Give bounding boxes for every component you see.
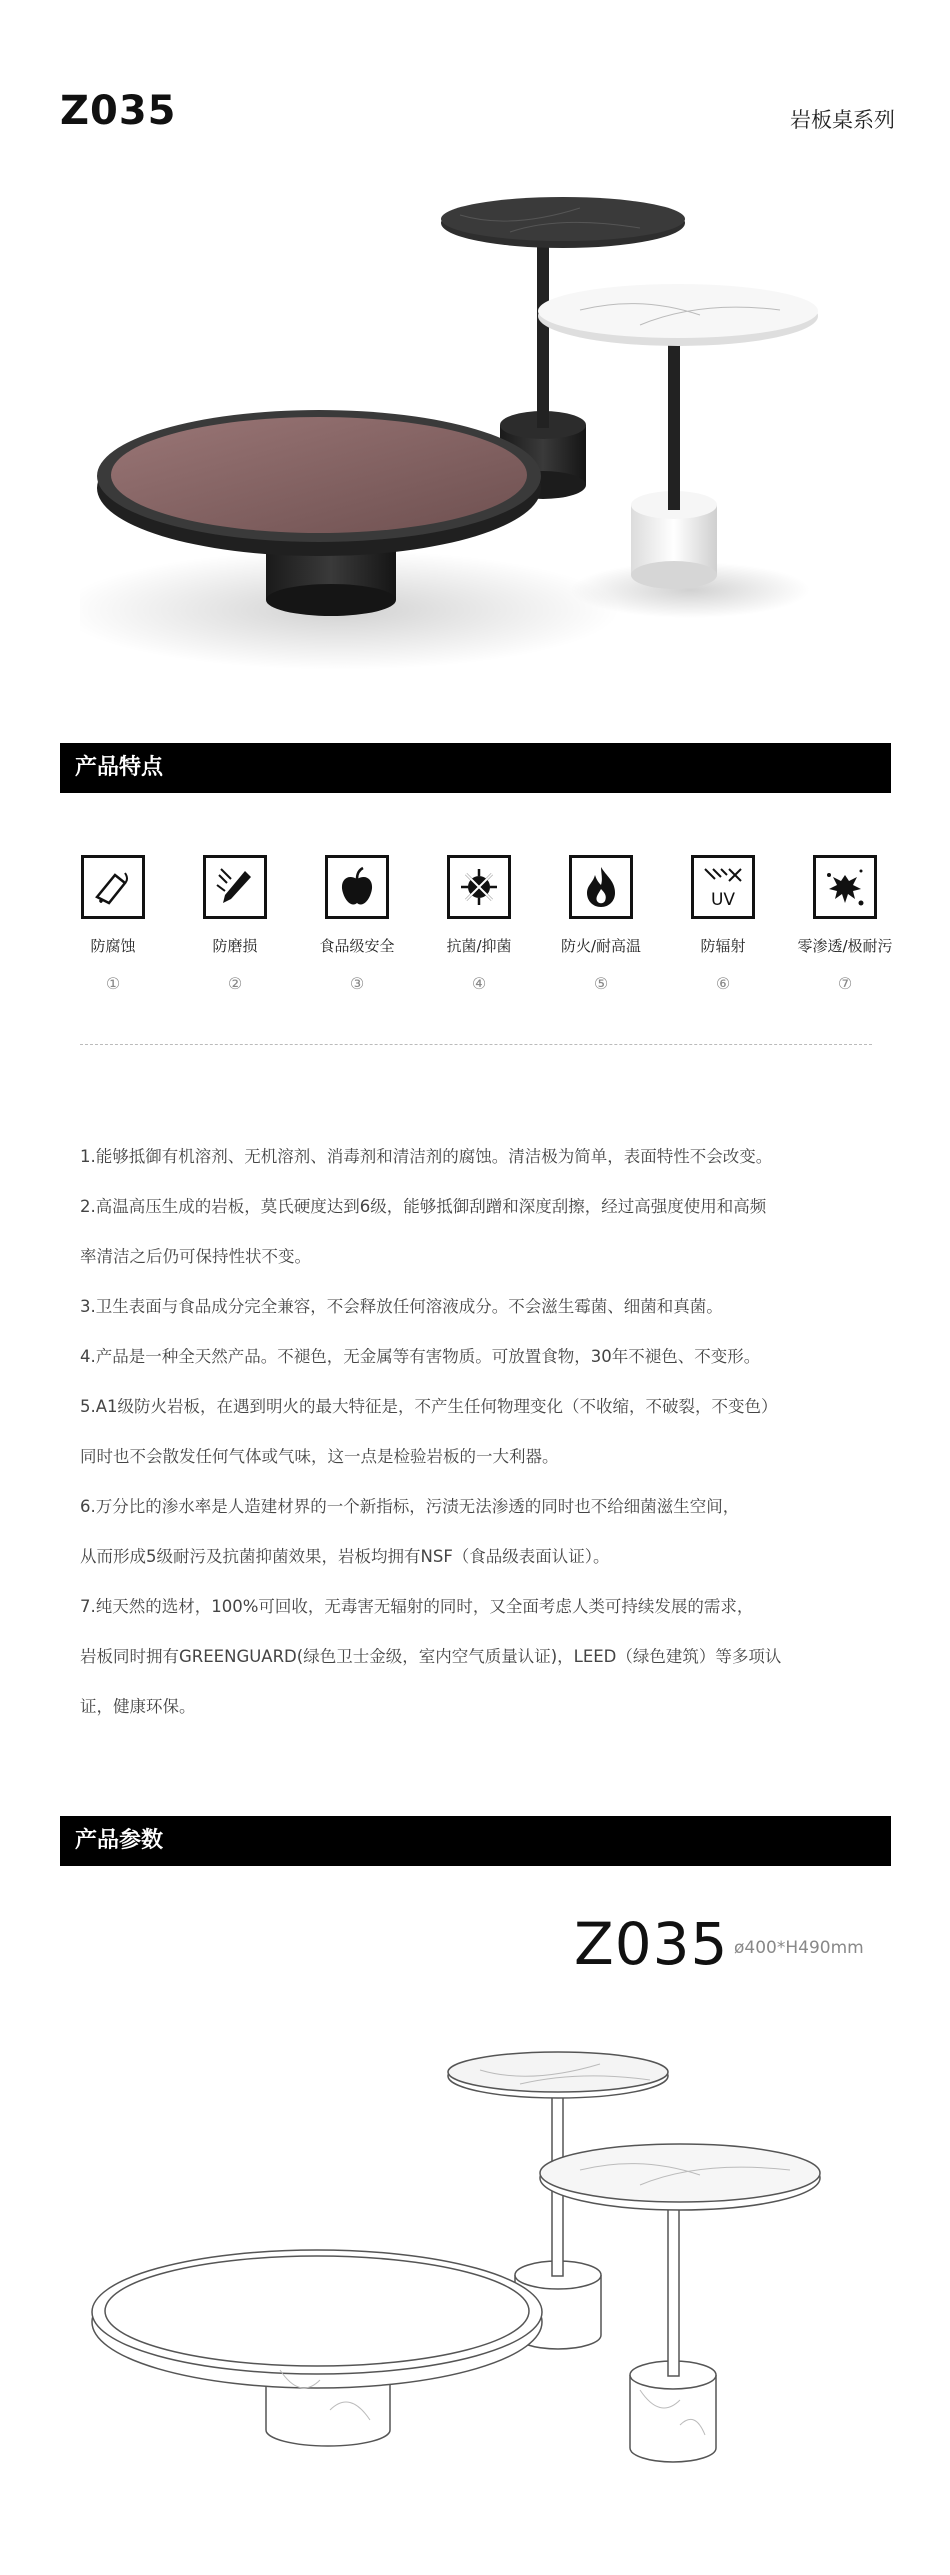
param-size: ø400*H490mm (734, 1938, 864, 1958)
params-section-title: 产品参数 (60, 1816, 891, 1866)
feature-label: 抗菌/抑菌 (446, 937, 512, 955)
product-line-drawing (80, 2030, 880, 2530)
fire-icon (569, 855, 633, 919)
feature-label: 零渗透/极耐污 (797, 937, 893, 955)
feature-num: ⑤ (593, 974, 609, 993)
feature-label: 防火/耐高温 (560, 937, 642, 955)
feature-zero-penetration (790, 855, 900, 993)
features-section-title: 产品特点 (60, 743, 891, 793)
splash-icon (813, 855, 877, 919)
feature-label: 防腐蚀 (90, 937, 136, 955)
description-line: 3.卫生表面与食品成分完全兼容，不会释放任何溶液成分。不会滋生霉菌、细菌和真菌。 (80, 1297, 723, 1316)
uv-label: UV (710, 890, 736, 910)
feature-corrosion (58, 855, 168, 993)
description-line: 7.纯天然的选材，100%可回收，无毒害无辐射的同时，又全面考虑人类可持续发展的需求， (80, 1597, 754, 1616)
scratch-icon (203, 855, 267, 919)
description-line: 证，健康环保。 (80, 1697, 196, 1716)
feature-num: ④ (471, 974, 487, 993)
antibacterial-icon (447, 855, 511, 919)
description-line: 从而形成5级耐污及抗菌抑菌效果，岩板均拥有NSF（食品级表面认证）。 (80, 1547, 610, 1566)
feature-num: ② (227, 974, 243, 993)
model-title: Z035 (60, 88, 177, 134)
description-line: 率清洁之后仍可保持性状不变。 (80, 1247, 311, 1266)
apple-icon (325, 855, 389, 919)
feature-label: 防辐射 (700, 937, 746, 955)
feature-anti-radiation (668, 855, 778, 993)
feature-num: ① (105, 974, 121, 993)
description-line: 6.万分比的渗水率是人造建材界的一个新指标，污渍无法渗透的同时也不给细菌滋生空间， (80, 1497, 740, 1516)
dashed-divider (80, 1044, 872, 1045)
description-line: 4.产品是一种全天然产品。不褪色，无金属等有害物质。可放置食物，30年不褪色、不变形。 (80, 1347, 761, 1366)
uv-icon (691, 855, 755, 919)
feature-label: 食品级安全 (319, 937, 395, 955)
feature-antibacterial (424, 855, 534, 993)
description-line: 1.能够抵御有机溶剂、无机溶剂、消毒剂和清洁剂的腐蚀。清洁极为简单，表面特性不会改变。 (80, 1147, 773, 1166)
feature-num: ⑥ (715, 974, 731, 993)
product-photo (80, 170, 880, 710)
description-line: 5.A1级防火岩板，在遇到明火的最大特征是，不产生任何物理变化（不收缩，不破裂，不变色） (80, 1397, 778, 1416)
description-line: 2.高温高压生成的岩板，莫氏硬度达到6级，能够抵御刮蹭和深度刮擦，经过高强度使用和高频 (80, 1197, 767, 1216)
feature-food-safe (302, 855, 412, 993)
feature-fireproof (546, 855, 656, 993)
param-model: Z035 (574, 1910, 729, 1978)
description-line: 岩板同时拥有GREENGUARD(绿色卫士金级，室内空气质量认证)，LEED（绿色建筑）等多项认 (80, 1647, 782, 1666)
feature-label: 防磨损 (212, 937, 258, 955)
series-title: 岩板桌系列 (790, 108, 895, 132)
description-line: 同时也不会散发任何气体或气味，这一点是检验岩板的一大利器。 (80, 1447, 559, 1466)
feature-num: ⑦ (837, 974, 853, 993)
feature-num: ③ (349, 974, 365, 993)
feature-scratch (180, 855, 290, 993)
corrosion-icon (81, 855, 145, 919)
